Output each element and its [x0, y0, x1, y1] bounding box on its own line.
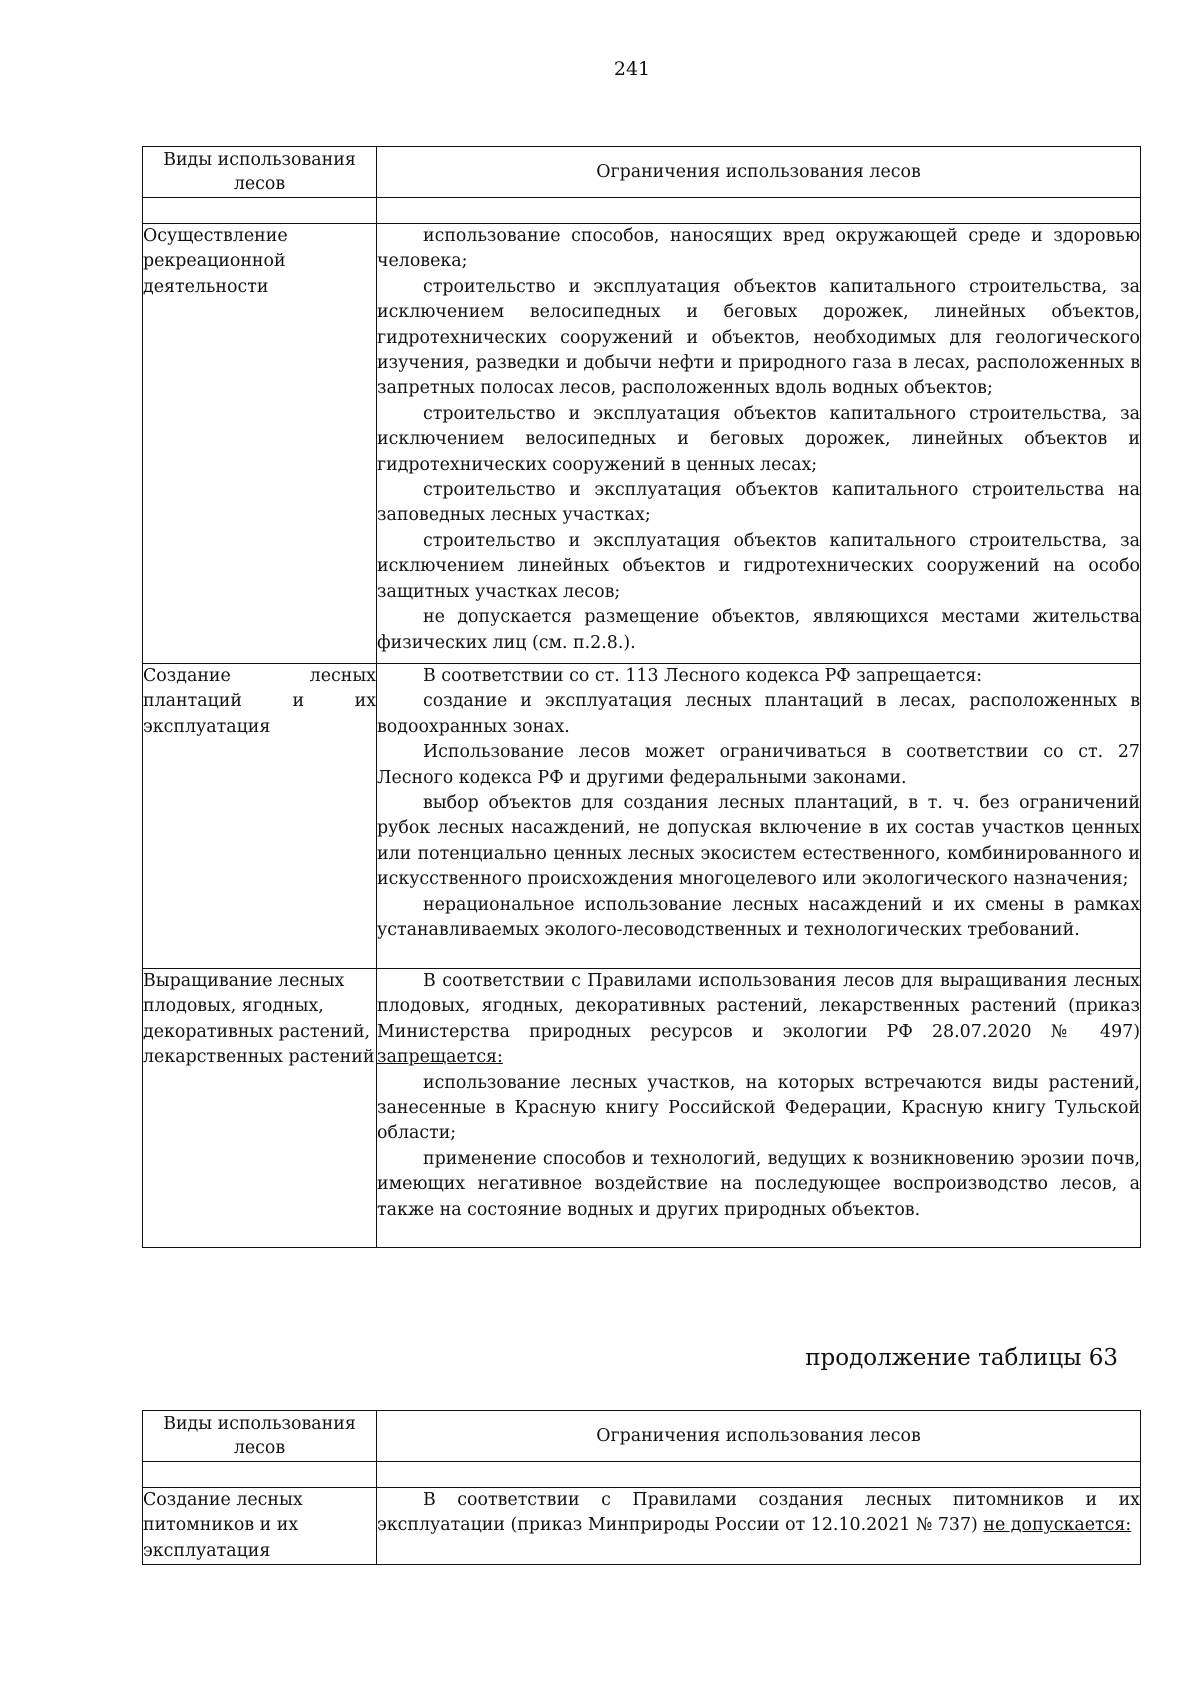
restriction-item: нерациональное использование лесных насаждений и их смены в рамках устанавливаемых эколого-лесоводственных и технологических требований. [377, 894, 1140, 941]
restrictions-table-continued [142, 1410, 1141, 1565]
page-number: 241 [613, 58, 651, 80]
header-restrictions: Ограничения использования лесов [377, 1411, 1141, 1462]
row-restrictions [377, 1488, 1141, 1565]
spacer-row [143, 1462, 1141, 1488]
restriction-item: создание и эксплуатация лесных плантаций в лесах, расположенных в водоохранных зонах. [377, 691, 1140, 737]
row-restrictions [377, 664, 1141, 969]
restriction-item: строительство и эксплуатация объектов капитального строительства, за исключением велосипедных и беговых дорожек, линейных объектов, гидротехнических сооружений и объектов, необходимых для геологического изучения, разведки и добычи нефти и природного газа в лесах, расположенных в запретных полосах лесов, расположенных вдоль водных объектов; [377, 276, 1140, 399]
row-kind: Создание лесных питомников и их эксплуатация [143, 1488, 377, 1565]
table-header-row [143, 1411, 1141, 1462]
restriction-item: строительство и эксплуатация объектов капитального строительства, за исключением линейных объектов и гидротехнических сооружений на особо защитных участках лесов; [377, 530, 1140, 602]
restriction-item: использование способов, наносящих вред окружающей среде и здоровью человека; [377, 226, 1140, 272]
restriction-intro-underlined: запрещается: [377, 1047, 503, 1068]
table-row [143, 969, 1141, 1248]
header-restrictions: Ограничения использования лесов [377, 147, 1141, 198]
row-kind: Осуществление рекреационной деятельности [143, 224, 377, 664]
restriction-item [377, 1488, 1140, 1539]
restriction-item: использование лесных участков, на которых встречаются виды растений, занесенные в Красную книгу Российской Федерации, Красную книгу Тульской области; [377, 1072, 1140, 1144]
table-header-row [143, 147, 1141, 198]
restriction-item: Использование лесов может ограничиваться в соответствии со ст. 27 Лесного кодекса РФ и другими федеральными законами. [377, 742, 1140, 788]
row-restrictions [377, 969, 1141, 1248]
table-row [143, 1488, 1141, 1565]
restriction-intro-underlined: не допускается: [983, 1515, 1132, 1536]
row-kind: Выращивание лесных плодовых, ягодных, декоративных растений, лекарственных растений [143, 969, 377, 1248]
spacer-row [143, 198, 1141, 224]
table-row [143, 664, 1141, 969]
restriction-item [377, 969, 1140, 1071]
restriction-item: строительство и эксплуатация объектов капитального строительства на заповедных лесных участках; [377, 480, 1140, 526]
row-kind: Создание лесных плантаций и их эксплуатация [143, 664, 377, 969]
header-kind: Виды использования лесов [143, 1411, 377, 1462]
header-kind: Виды использования лесов [143, 147, 377, 198]
restriction-item: строительство и эксплуатация объектов капитального строительства, за исключением велосипедных и беговых дорожек, линейных объектов и гидротехнических сооружений в ценных лесах; [377, 403, 1140, 475]
continuation-caption: продолжение таблицы 63 [805, 1345, 1118, 1371]
restriction-item: В соответствии со ст. 113 Лесного кодекса РФ запрещается: [423, 666, 983, 686]
table-row [143, 224, 1141, 664]
restriction-intro: В соответствии с Правилами использования лесов для выращивания лесных плодовых, ягодных, декоративных растений, лекарственных растений (приказ Министерства природных ресурсов и экологии РФ 28.07.2020 № 497) [377, 971, 1140, 1042]
restriction-item: выбор объектов для создания лесных плантаций, в т. ч. без ограничений рубок лесных насаждений, не допуская включение в их состав участков ценных или потенциально ценных лесных экосистем естественного, комбинированного и искусственного происхождения многоцелевого или экологического назначения; [377, 793, 1140, 890]
row-restrictions [377, 224, 1141, 664]
restriction-item: применение способов и технологий, ведущих к возникновению эрозии почв, имеющих негативное воздействие на последующее воспроизводство лесов, а также на состояние водных и других природных объектов. [377, 1148, 1140, 1220]
restrictions-table [142, 146, 1141, 1248]
restriction-item: не допускается размещение объектов, являющихся местами жительства физических лиц (см. п.2.8.). [377, 607, 1140, 653]
restriction-intro: В соответствии с Правилами создания лесных питомников и их эксплуатации (приказ Минприроды России от 12.10.2021 № 737) [377, 1490, 1140, 1536]
